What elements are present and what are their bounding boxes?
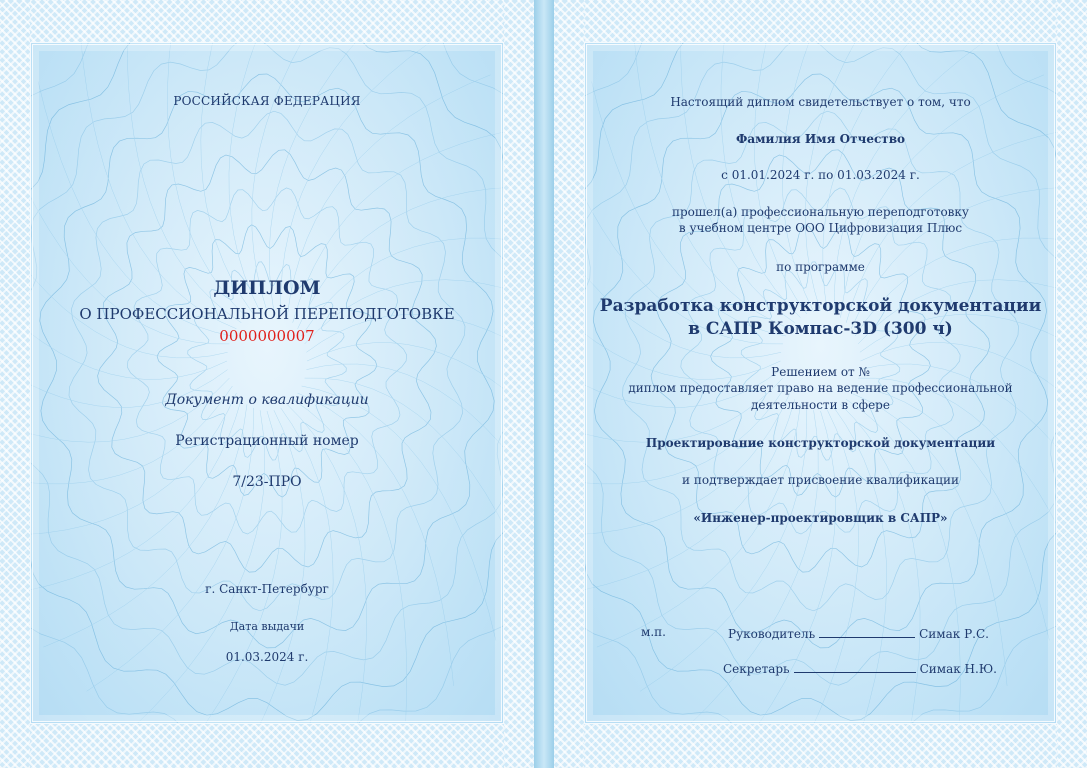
study-period: с 01.01.2024 г. по 01.03.2024 г.	[721, 168, 920, 182]
qualification-title: «Инженер-проектировщик в САПР»	[693, 511, 948, 525]
head-name: Симак Р.С.	[919, 627, 989, 641]
head-signature-line	[819, 625, 915, 638]
diploma-content-page	[554, 0, 1087, 768]
page-gutter	[534, 0, 554, 768]
secretary-name: Симак Н.Ю.	[919, 662, 997, 676]
right-statement-line2: деятельности в сфере	[751, 398, 890, 412]
issue-date: 01.03.2024 г.	[225, 650, 309, 664]
country-name: РОССИЙСКАЯ ФЕДЕРАЦИЯ	[173, 94, 361, 108]
issue-date-label: Дата выдачи	[229, 620, 305, 633]
registration-number: 7/23-ПРО	[232, 474, 302, 490]
training-center: в учебном центре ООО Цифровизация Плюс	[678, 221, 963, 235]
certification-statement: Настоящий диплом свидетельствует о том, что	[670, 95, 971, 109]
course-title-line1: Разработка конструкторской документации	[599, 296, 1042, 316]
city: г. Санкт-Петербург	[205, 582, 329, 596]
course-title-line2: в САПР Компас-3D (300 ч)	[688, 319, 953, 339]
activity-area: Проектирование конструкторской документации	[645, 436, 996, 450]
secretary-signature-line	[794, 660, 916, 673]
passed-statement: прошел(а) профессиональную переподготовку	[672, 205, 969, 219]
qualification-statement: и подтверждает присвоение квалификации	[682, 473, 959, 487]
diploma-cover-page	[0, 0, 534, 768]
head-signature	[728, 625, 989, 641]
registration-label: Регистрационный номер	[175, 433, 359, 449]
document-type: Документ о квалификации	[165, 392, 369, 408]
decision-line: Решением от №	[771, 365, 870, 379]
stamp-place-label: м.п.	[641, 625, 666, 639]
right-statement-line1: диплом предоставляет право на ведение профессиональной	[628, 381, 1013, 395]
secretary-label: Секретарь	[723, 662, 790, 676]
graduate-name: Фамилия Имя Отчество	[735, 132, 906, 146]
secretary-signature	[723, 660, 997, 676]
head-label: Руководитель	[728, 627, 816, 641]
diploma-number: 0000000007	[219, 327, 315, 345]
program-label: по программе	[776, 260, 865, 274]
diploma-subtitle: О ПРОФЕССИОНАЛЬНОЙ ПЕРЕПОДГОТОВКЕ	[79, 305, 455, 323]
diploma-title: ДИПЛОМ	[213, 277, 321, 299]
